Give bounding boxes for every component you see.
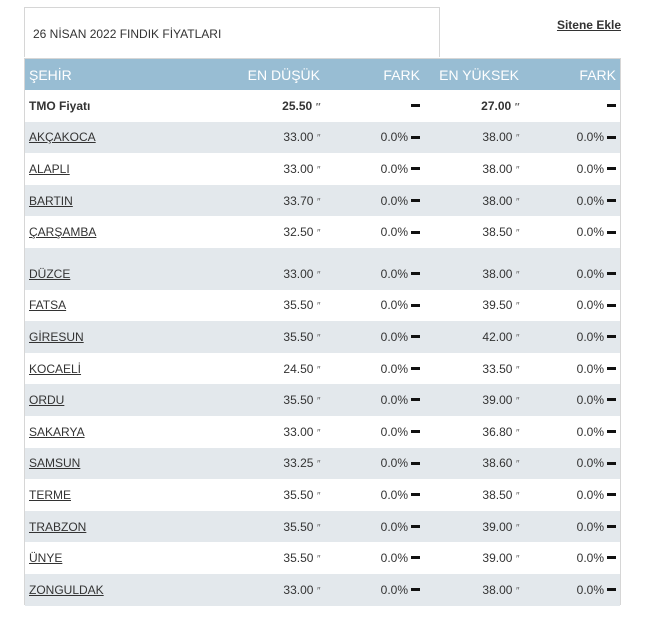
high-price: 39.00: [482, 519, 513, 534]
high-diff: 0.0%: [576, 424, 604, 439]
high-diff-cell: [523, 321, 620, 353]
high-diff-cell: [523, 353, 620, 385]
low-price: 35.50: [283, 487, 314, 502]
high-price-cell: [424, 416, 523, 448]
unit-mark: ″: [316, 585, 320, 597]
unit-mark: ″: [316, 164, 320, 176]
unit-mark: ″: [515, 490, 519, 502]
no-change-icon: [411, 272, 420, 275]
table-row: [25, 290, 620, 322]
unit-mark: ″: [515, 301, 519, 313]
no-change-icon: [411, 398, 420, 401]
low-diff: 0.0%: [380, 130, 408, 145]
high-price-cell: [424, 511, 523, 543]
city-link[interactable]: SAMSUN: [29, 456, 81, 471]
city-link[interactable]: TERME: [29, 487, 71, 502]
no-change-icon: [411, 304, 420, 307]
no-change-icon: [411, 335, 420, 338]
low-diff-cell: [324, 185, 424, 217]
unit-mark: ″: [316, 490, 320, 502]
high-diff-cell: [523, 574, 620, 606]
unit-mark: ″: [316, 196, 320, 208]
tmo-high-diff-cell: [523, 90, 620, 122]
city-link[interactable]: FATSA: [29, 298, 67, 313]
city-cell: [25, 574, 171, 606]
no-change-icon: [607, 272, 616, 275]
no-change-icon: [607, 136, 616, 139]
column-header-high: EN YÜKSEK: [424, 59, 523, 90]
unit-mark: ″: [514, 101, 519, 113]
city-link[interactable]: BARTIN: [29, 193, 73, 208]
high-diff-cell: [523, 122, 620, 154]
low-price-cell: [171, 353, 324, 385]
no-change-icon: [607, 430, 616, 433]
city-cell: [25, 122, 171, 154]
no-change-icon: [411, 462, 420, 465]
high-diff: 0.0%: [576, 329, 604, 344]
low-price-cell: [171, 216, 324, 248]
spacer-cell: [25, 248, 620, 258]
no-change-icon: [607, 525, 616, 528]
low-price-cell: [171, 574, 324, 606]
no-change-icon: [607, 462, 616, 465]
low-diff-cell: [324, 479, 424, 511]
low-diff: 0.0%: [380, 424, 408, 439]
table-row: [25, 384, 620, 416]
no-change-icon: [411, 525, 420, 528]
city-cell: [25, 511, 171, 543]
unit-mark: ″: [515, 164, 519, 176]
low-diff-cell: [324, 216, 424, 248]
high-diff: 0.0%: [576, 361, 604, 376]
tmo-high: 27.00: [481, 98, 512, 113]
table-header-row: [25, 59, 620, 90]
low-diff: 0.0%: [380, 225, 408, 240]
low-diff: 0.0%: [380, 361, 408, 376]
city-link[interactable]: TRABZON: [29, 519, 87, 534]
unit-mark: ″: [316, 269, 320, 281]
high-price: 38.00: [482, 161, 513, 176]
city-cell: [25, 542, 171, 574]
unit-mark: ″: [515, 133, 519, 145]
high-price-cell: [424, 448, 523, 480]
low-diff: 0.0%: [380, 456, 408, 471]
low-diff-cell: [324, 321, 424, 353]
high-price: 38.00: [482, 193, 513, 208]
city-cell: [25, 290, 171, 322]
city-cell: [25, 185, 171, 217]
city-link[interactable]: GİRESUN: [29, 329, 84, 344]
high-diff: 0.0%: [576, 551, 604, 566]
no-change-icon: [411, 430, 420, 433]
high-diff: 0.0%: [576, 393, 604, 408]
high-diff: 0.0%: [576, 582, 604, 597]
table-row: [25, 258, 620, 290]
title-box: [24, 7, 440, 57]
high-price-cell: [424, 153, 523, 185]
no-change-icon: [607, 398, 616, 401]
unit-mark: ″: [316, 396, 320, 408]
low-price: 35.50: [283, 393, 314, 408]
column-header-low-diff: FARK: [324, 59, 424, 90]
high-diff-cell: [523, 258, 620, 290]
unit-mark: ″: [515, 522, 519, 534]
unit-mark: ″: [515, 554, 519, 566]
tmo-row: [25, 90, 620, 122]
unit-mark: ″: [515, 396, 519, 408]
low-price: 33.00: [283, 130, 314, 145]
low-price: 33.00: [283, 582, 314, 597]
high-diff-cell: [523, 290, 620, 322]
unit-mark: ″: [316, 364, 320, 376]
low-diff-cell: [324, 122, 424, 154]
high-diff-cell: [523, 479, 620, 511]
low-price-cell: [171, 479, 324, 511]
low-price-cell: [171, 153, 324, 185]
unit-mark: ″: [316, 332, 320, 344]
high-price: 39.00: [482, 393, 513, 408]
unit-mark: ″: [515, 228, 519, 240]
unit-mark: ″: [316, 301, 320, 313]
table-row: [25, 122, 620, 154]
no-change-icon: [411, 231, 420, 234]
unit-mark: ″: [316, 228, 320, 240]
city-link[interactable]: KOCAELİ: [29, 361, 82, 376]
unit-mark: ″: [515, 332, 519, 344]
table-row: [25, 185, 620, 217]
tmo-low-cell: [171, 90, 324, 122]
high-price: 42.00: [482, 329, 513, 344]
price-table: [25, 59, 620, 606]
low-diff: 0.0%: [380, 519, 408, 534]
unit-mark: ″: [515, 427, 519, 439]
no-change-icon: [607, 199, 616, 202]
city-cell: [25, 258, 171, 290]
tmo-low-diff-cell: [324, 90, 424, 122]
low-price-cell: [171, 448, 324, 480]
low-price: 33.70: [283, 193, 314, 208]
high-price-cell: [424, 384, 523, 416]
low-diff-cell: [324, 511, 424, 543]
no-change-icon: [411, 367, 420, 370]
high-diff-cell: [523, 185, 620, 217]
high-diff: 0.0%: [576, 487, 604, 502]
high-diff-cell: [523, 511, 620, 543]
no-change-icon: [607, 304, 616, 307]
low-diff-cell: [324, 448, 424, 480]
high-price-cell: [424, 258, 523, 290]
no-change-icon: [411, 588, 420, 591]
high-price: 38.50: [482, 487, 513, 502]
table-row: [25, 574, 620, 606]
low-price: 33.00: [283, 161, 314, 176]
high-price: 38.00: [482, 582, 513, 597]
low-price-cell: [171, 416, 324, 448]
low-diff: 0.0%: [380, 298, 408, 313]
high-price-cell: [424, 542, 523, 574]
unit-mark: ″: [515, 459, 519, 471]
high-diff-cell: [523, 216, 620, 248]
unit-mark: ″: [515, 364, 519, 376]
column-header-city: ŞEHİR: [25, 59, 171, 90]
city-cell: [25, 216, 171, 248]
high-diff: 0.0%: [576, 266, 604, 281]
high-diff: 0.0%: [576, 519, 604, 534]
unit-mark: ″: [316, 133, 320, 145]
high-diff-cell: [523, 542, 620, 574]
no-change-icon: [607, 588, 616, 591]
low-price-cell: [171, 542, 324, 574]
high-price-cell: [424, 216, 523, 248]
high-price: 39.00: [482, 551, 513, 566]
price-table-container: [24, 58, 621, 605]
high-price: 38.00: [482, 266, 513, 281]
city-link[interactable]: DÜZCE: [29, 266, 71, 281]
table-row: [25, 321, 620, 353]
low-diff-cell: [324, 574, 424, 606]
unit-mark: ″: [515, 585, 519, 597]
city-link[interactable]: ÜNYE: [29, 551, 63, 566]
low-diff: 0.0%: [380, 266, 408, 281]
high-price: 38.60: [482, 456, 513, 471]
high-diff-cell: [523, 448, 620, 480]
low-price-cell: [171, 258, 324, 290]
high-diff: 0.0%: [576, 161, 604, 176]
no-change-icon: [607, 556, 616, 559]
no-change-icon: [411, 167, 420, 170]
high-diff: 0.0%: [576, 225, 604, 240]
city-cell: [25, 153, 171, 185]
city-cell: [25, 448, 171, 480]
city-cell: [25, 384, 171, 416]
unit-mark: ″: [316, 459, 320, 471]
unit-mark: ″: [316, 522, 320, 534]
unit-mark: ″: [316, 427, 320, 439]
high-price-cell: [424, 353, 523, 385]
low-diff: 0.0%: [380, 582, 408, 597]
row-spacer: [25, 248, 620, 258]
no-change-icon: [411, 556, 420, 559]
low-diff: 0.0%: [380, 161, 408, 176]
low-diff: 0.0%: [380, 329, 408, 344]
city-link[interactable]: ORDU: [29, 393, 65, 408]
city-link[interactable]: ZONGULDAK: [29, 582, 104, 597]
high-price-cell: [424, 321, 523, 353]
high-price: 39.50: [482, 298, 513, 313]
tmo-high-cell: [424, 90, 523, 122]
low-price-cell: [171, 384, 324, 416]
low-price-cell: [171, 185, 324, 217]
city-link[interactable]: ALAPLI: [29, 161, 70, 176]
no-change-icon: [411, 104, 420, 107]
city-link[interactable]: SAKARYA: [29, 424, 85, 439]
high-price-cell: [424, 185, 523, 217]
low-price-cell: [171, 290, 324, 322]
high-price-cell: [424, 290, 523, 322]
high-price-cell: [424, 122, 523, 154]
low-price: 35.50: [283, 329, 314, 344]
table-row: [25, 511, 620, 543]
low-diff: 0.0%: [380, 193, 408, 208]
no-change-icon: [607, 335, 616, 338]
page-title: 26 NİSAN 2022 FINDIK FİYATLARI: [33, 27, 222, 41]
high-price: 36.80: [482, 424, 513, 439]
unit-mark: ″: [316, 554, 320, 566]
high-diff: 0.0%: [576, 456, 604, 471]
table-row: [25, 353, 620, 385]
high-diff: 0.0%: [576, 193, 604, 208]
table-row: [25, 479, 620, 511]
table-row: [25, 216, 620, 248]
low-price-cell: [171, 321, 324, 353]
low-price: 35.50: [283, 298, 314, 313]
low-diff-cell: [324, 384, 424, 416]
table-row: [25, 416, 620, 448]
high-price-cell: [424, 574, 523, 606]
no-change-icon: [411, 199, 420, 202]
high-diff: 0.0%: [576, 130, 604, 145]
city-cell: [25, 416, 171, 448]
no-change-icon: [411, 493, 420, 496]
no-change-icon: [607, 231, 616, 234]
low-price: 33.00: [283, 266, 314, 281]
unit-mark: ″: [315, 101, 320, 113]
tmo-label: TMO Fiyatı: [29, 98, 91, 113]
low-diff-cell: [324, 258, 424, 290]
low-price-cell: [171, 122, 324, 154]
no-change-icon: [607, 104, 616, 107]
city-cell: [25, 321, 171, 353]
low-diff-cell: [324, 416, 424, 448]
city-cell: [25, 353, 171, 385]
tmo-low: 25.50: [282, 98, 313, 113]
no-change-icon: [607, 167, 616, 170]
table-row: [25, 448, 620, 480]
high-diff: 0.0%: [576, 298, 604, 313]
city-link[interactable]: ÇARŞAMBA: [29, 225, 97, 240]
high-diff-cell: [523, 416, 620, 448]
high-price: 38.50: [482, 225, 513, 240]
low-price-cell: [171, 511, 324, 543]
table-row: [25, 153, 620, 185]
low-price: 33.25: [283, 456, 314, 471]
table-row: [25, 542, 620, 574]
low-price: 32.50: [283, 225, 314, 240]
column-header-high-diff: FARK: [523, 59, 620, 90]
low-diff-cell: [324, 542, 424, 574]
column-header-low: EN DÜŞÜK: [171, 59, 324, 90]
high-price: 38.00: [482, 130, 513, 145]
no-change-icon: [411, 136, 420, 139]
high-diff-cell: [523, 153, 620, 185]
unit-mark: ″: [515, 269, 519, 281]
low-price: 35.50: [283, 551, 314, 566]
embed-link[interactable]: Sitene Ekle: [556, 18, 621, 32]
low-diff-cell: [324, 290, 424, 322]
low-price: 33.00: [283, 424, 314, 439]
low-diff: 0.0%: [380, 393, 408, 408]
low-price: 35.50: [283, 519, 314, 534]
city-cell: [25, 479, 171, 511]
unit-mark: ″: [515, 196, 519, 208]
city-link[interactable]: AKÇAKOCA: [29, 130, 96, 145]
no-change-icon: [607, 493, 616, 496]
high-diff-cell: [523, 384, 620, 416]
low-diff: 0.0%: [380, 551, 408, 566]
low-diff-cell: [324, 153, 424, 185]
high-price-cell: [424, 479, 523, 511]
low-diff: 0.0%: [380, 487, 408, 502]
high-price: 33.50: [482, 361, 513, 376]
low-diff-cell: [324, 353, 424, 385]
low-price: 24.50: [283, 361, 314, 376]
no-change-icon: [607, 367, 616, 370]
